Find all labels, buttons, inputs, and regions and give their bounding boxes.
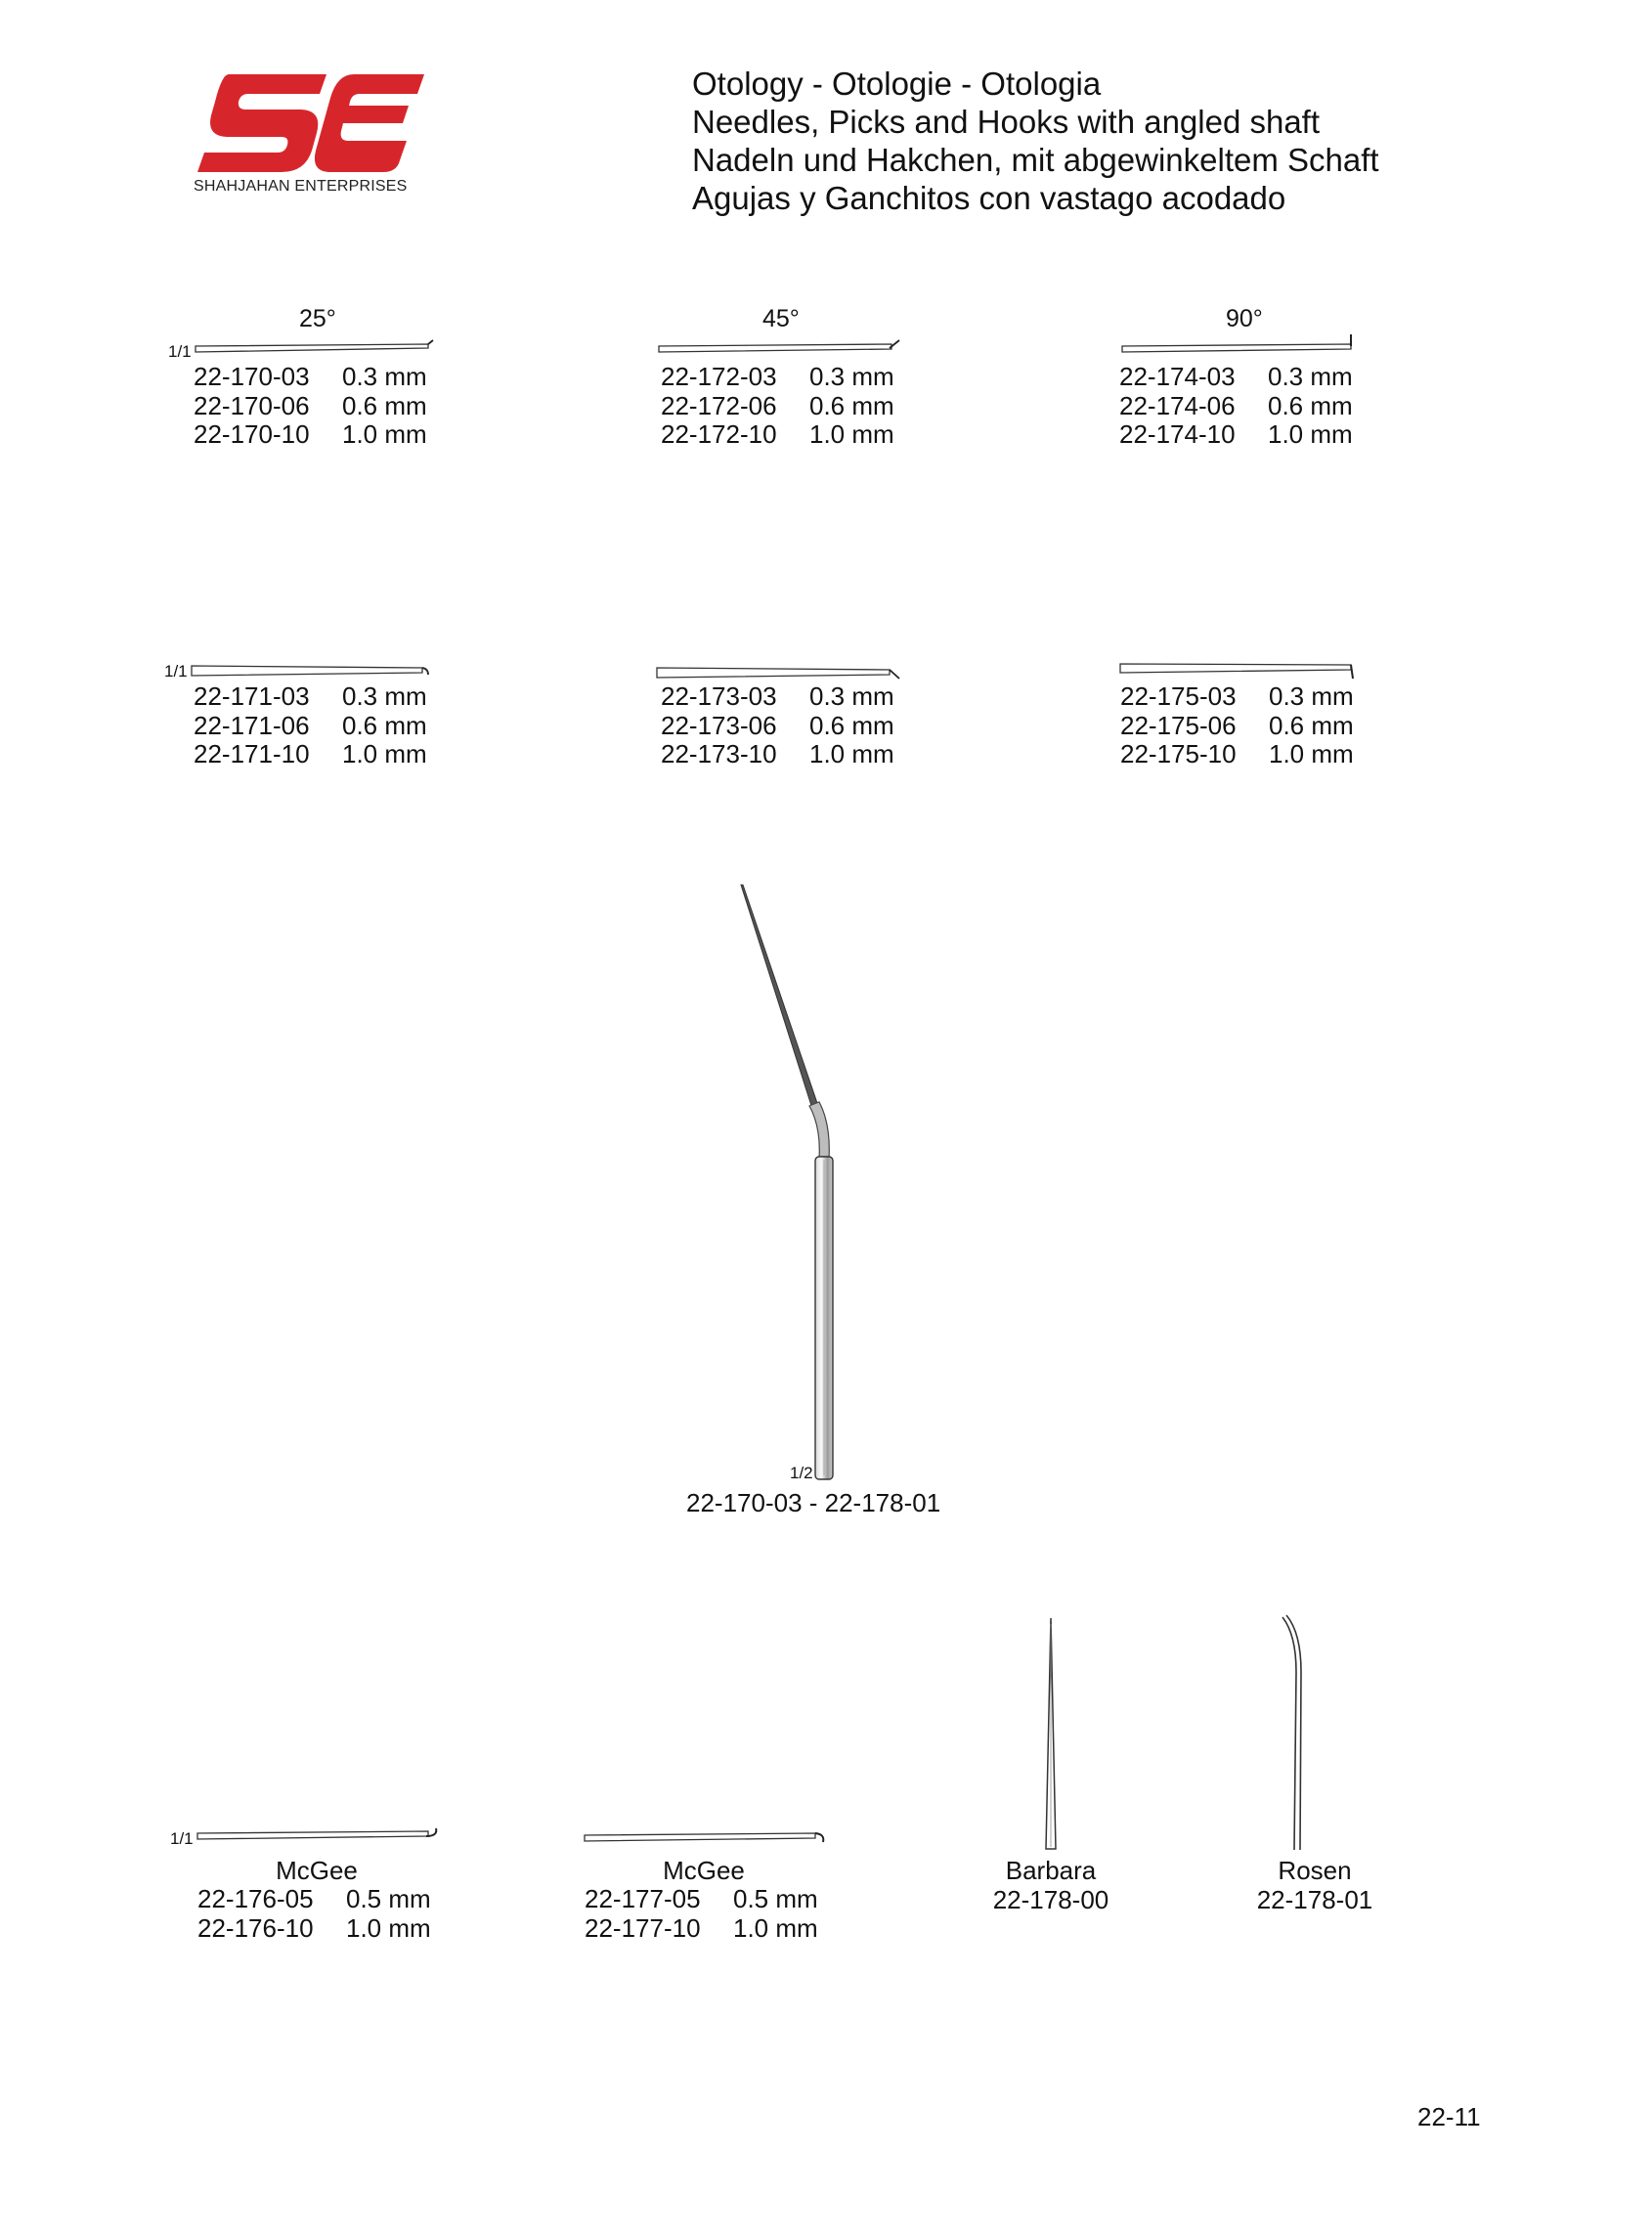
list-item [194,682,427,712]
article-size: 0.6 mm [342,710,427,740]
article-code: 22-173-06 [661,710,777,740]
scale-label-row1: 1/1 [168,342,192,361]
page-number: 22-11 [1417,2102,1481,2131]
article-size: 1.0 mm [733,1912,818,1943]
list-22-172 [661,363,894,450]
list-item [197,1914,431,1944]
needle-25-drawing [196,340,434,356]
article-code: 22-171-03 [194,681,310,711]
mcgee-hook-22-177-drawing [585,1828,829,1848]
article-size: 0.3 mm [342,362,427,391]
angle-25-label: 25° [299,305,336,332]
list-item [661,712,894,741]
barbara-code: 22-178-00 [992,1885,1109,1914]
angle-90-label: 90° [1226,305,1263,332]
article-size: 0.6 mm [1269,710,1354,740]
article-code: 22-177-05 [585,1884,701,1913]
list-item [661,682,894,712]
mcgee-hook-22-176-drawing [197,1826,442,1846]
list-item [661,392,894,421]
article-code: 22-173-03 [661,681,777,711]
mcgee-label-1: McGee [276,1856,358,1885]
article-code: 22-170-03 [194,362,310,391]
rosen-needle-drawing [1281,1613,1329,1854]
article-code: 22-171-10 [194,739,310,768]
article-size: 1.0 mm [1268,419,1353,449]
center-range-caption: 22-170-03 - 22-178-01 [686,1488,941,1517]
rosen-label: Rosen [1278,1856,1352,1885]
list-item [661,363,894,392]
article-code: 22-170-06 [194,390,310,420]
company-name: SHAHJAHAN ENTERPRISES [194,178,408,195]
needle-45-drawing [659,340,903,356]
article-size: 0.5 mm [346,1884,431,1913]
article-code: 22-176-10 [197,1912,314,1943]
title-line-1: Otology - Otologie - Otologia [692,66,1102,102]
article-size: 0.6 mm [1268,390,1353,420]
angle-45-label: 45° [762,305,800,332]
article-code: 22-174-06 [1119,390,1236,420]
list-22-174 [1119,363,1353,450]
article-size: 1.0 mm [809,419,894,449]
article-size: 1.0 mm [1269,739,1354,768]
title-line-3: Nadeln und Hakchen, mit abgewinkeltem Schaft [692,142,1379,178]
article-size: 0.3 mm [809,681,894,711]
list-item [661,740,894,769]
list-item [1120,712,1354,741]
article-code: 22-170-10 [194,419,310,449]
list-22-176 [197,1885,431,1943]
article-size: 0.6 mm [809,710,894,740]
article-code: 22-171-06 [194,710,310,740]
article-code: 22-174-03 [1119,362,1236,391]
barbara-label: Barbara [1005,1856,1097,1885]
list-item [1120,740,1354,769]
list-item [585,1914,818,1944]
article-size: 0.3 mm [342,681,427,711]
list-item [1119,392,1353,421]
list-item [1119,420,1353,450]
list-22-177 [585,1885,818,1943]
list-item [661,420,894,450]
instrument-full-view-drawing [723,885,850,1491]
list-item [194,712,427,741]
article-code: 22-172-10 [661,419,777,449]
list-item [585,1885,818,1914]
list-item [194,392,427,421]
article-size: 0.5 mm [733,1884,818,1913]
company-logo [192,70,426,199]
list-item [1119,363,1353,392]
scale-label-center: 1/2 [790,1464,813,1482]
article-size: 0.3 mm [1268,362,1353,391]
article-size: 0.3 mm [809,362,894,391]
article-size: 1.0 mm [342,739,427,768]
list-item [194,363,427,392]
article-code: 22-175-06 [1120,710,1237,740]
page-title [692,65,1379,217]
pick-90-drawing [1120,661,1357,680]
list-item [197,1885,431,1914]
list-item [194,420,427,450]
list-22-171 [194,682,427,769]
mcgee-label-2: McGee [663,1856,745,1885]
list-22-173 [661,682,894,769]
article-size: 0.6 mm [342,390,427,420]
article-code: 22-176-05 [197,1884,314,1913]
list-item [1120,682,1354,712]
barbara-needle-drawing [1036,1618,1065,1853]
article-code: 22-175-03 [1120,681,1237,711]
article-code: 22-174-10 [1119,419,1236,449]
title-line-2: Needles, Picks and Hooks with angled shaft [692,104,1321,140]
article-code: 22-173-10 [661,739,777,768]
article-size: 1.0 mm [342,419,427,449]
rosen-code: 22-178-01 [1256,1885,1373,1914]
list-22-175 [1120,682,1354,769]
article-size: 0.3 mm [1269,681,1354,711]
se-logo-mark [192,70,426,176]
title-line-4: Agujas y Ganchitos con vastago acodado [692,180,1286,216]
scale-label-row2: 1/1 [164,662,188,680]
list-22-170 [194,363,427,450]
article-size: 1.0 mm [346,1912,431,1943]
article-code: 22-175-10 [1120,739,1237,768]
article-size: 1.0 mm [809,739,894,768]
article-code: 22-172-06 [661,390,777,420]
needle-90-drawing [1122,334,1357,356]
article-code: 22-177-10 [585,1912,701,1943]
list-item [194,740,427,769]
article-code: 22-172-03 [661,362,777,391]
pick-45-drawing [657,665,905,682]
pick-25-drawing [192,663,432,680]
article-size: 0.6 mm [809,390,894,420]
scale-label-row3: 1/1 [170,1829,194,1848]
